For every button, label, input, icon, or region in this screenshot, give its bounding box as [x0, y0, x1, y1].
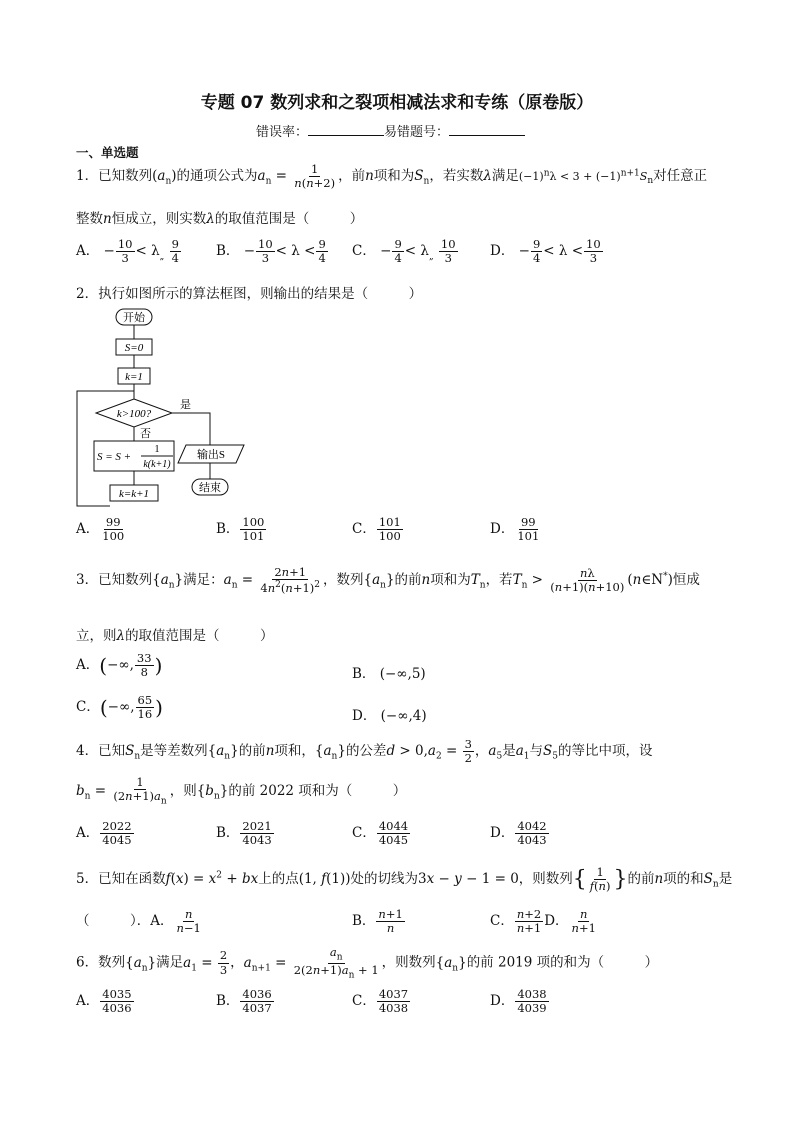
math: $f(x) = x^2$ + bx — [165, 870, 259, 888]
denominator: 100 — [378, 529, 401, 544]
math: n — [265, 743, 275, 760]
option-letter: C． — [352, 521, 376, 538]
question-3-line-2 — [76, 624, 274, 644]
math: $\{b_n\}$ — [196, 782, 229, 802]
q6-text: ， — [230, 954, 244, 971]
q1-text: 恒成立，则实数 — [111, 211, 207, 227]
error-rate-blank — [308, 123, 384, 136]
math: $T_n$ — [470, 572, 486, 591]
q5-text: 是 — [718, 871, 733, 888]
denominator: 16 — [137, 707, 153, 722]
denominator: 4038 — [378, 1001, 409, 1016]
math: $S_n$ — [125, 743, 141, 762]
option-letter: B． — [352, 913, 376, 930]
option-letter: D． — [490, 825, 515, 842]
q4-text: ， — [474, 743, 489, 760]
math: $(-1)^n\lambda < 3 + (-1)^{n+1}S_n$ — [518, 168, 654, 187]
q6-text: 6．数列 — [76, 954, 126, 971]
q4-text: ，则 — [169, 782, 197, 799]
flowchart-end-label: 结束 — [199, 482, 221, 494]
q2-option-c[interactable] — [352, 516, 404, 543]
q4-text: 与 — [529, 743, 543, 760]
q1-option-b[interactable]: B． − $\frac{10}{3}$ < λ < $\frac{9}{4}$ — [216, 237, 326, 266]
q4-text: 的等比中项，设 — [557, 743, 653, 760]
q3-option-a[interactable]: A．(−∞, $\frac{33}{8}$ ) — [76, 651, 163, 680]
math: $a_n$ = $\frac{2n+1}{4n^2(n+1)^2}$ — [223, 565, 320, 596]
math: 3x − y − 1 = 0 — [418, 871, 519, 888]
q5-text: 项的和 — [663, 871, 704, 888]
math: $(a_n)$ — [152, 168, 177, 187]
q5-option-a-value: $\frac{n}{n-1}$ — [176, 907, 201, 936]
option-letter: B． — [216, 993, 240, 1010]
numerator: 99 — [520, 515, 536, 529]
option-letter: B． — [216, 521, 240, 538]
q5-text: 5．已知在函数 — [76, 871, 166, 888]
q4-option-b[interactable] — [216, 820, 275, 847]
denominator: 101 — [242, 529, 265, 544]
q4-text: 是等差数列 — [140, 743, 208, 760]
denominator: 8 — [140, 665, 148, 680]
math: $S_5$ — [543, 743, 558, 762]
option-letter: B． — [216, 825, 240, 842]
q5-text: 的前 — [627, 871, 655, 888]
q5-option-b[interactable]: B． $\frac{n+1}{n}$ — [352, 907, 403, 936]
math: n — [365, 168, 374, 185]
numerator: 101 — [378, 515, 401, 529]
denominator: 101 — [517, 529, 540, 544]
meta-line — [256, 121, 525, 140]
option-letter: C． — [352, 825, 376, 842]
option-letter: A． — [76, 993, 100, 1010]
q3-text: 3．已知数列 — [76, 572, 153, 589]
q6-option-a[interactable] — [76, 988, 135, 1015]
math: $a_{n+1}$ = $\frac{a_n}{2(2n+1)a_n + 1}$ — [243, 945, 379, 980]
q4-text: 的前 — [238, 743, 266, 760]
q3-text: ，数列 — [323, 572, 364, 589]
denominator: 4037 — [242, 1001, 272, 1016]
algorithm-flowchart — [74, 305, 264, 510]
math: { $\frac{1}{f(n)}$ } — [572, 865, 628, 894]
math: $S_n$ — [703, 871, 719, 890]
math: $\{a_n\}$ — [435, 954, 467, 974]
q3-text: 的取值范围是（ ） — [125, 628, 274, 644]
q3-option-b[interactable] — [352, 662, 426, 682]
q1-text: 的取值范围是（ ） — [214, 211, 364, 227]
flowchart-yes-label: 是 — [180, 399, 191, 411]
q4-option-d[interactable] — [490, 820, 550, 847]
denominator: 4039 — [517, 1001, 547, 1016]
q4-option-c[interactable] — [352, 820, 411, 847]
q1-text: 1．已知数列 — [76, 168, 153, 185]
flowchart-decision-label: k>100? — [116, 408, 152, 420]
q1-text: ，若实数 — [429, 168, 484, 185]
math: $T_n$ > $\frac{n\lambda}{(n+1)(n+10)}$ (n∈N*) — [512, 565, 673, 595]
option-letter: D． — [490, 993, 515, 1010]
option-letter: C． — [352, 993, 376, 1010]
q3-text: 立，则 — [76, 628, 117, 644]
q3-text: 的前 — [394, 572, 422, 589]
q5-text: ，则数列 — [518, 871, 573, 888]
option-letter: C． — [76, 699, 100, 716]
easy-wrong-label: 易错题号： — [384, 125, 450, 140]
q2-option-a[interactable] — [76, 516, 127, 543]
q4-text: 项和， — [274, 743, 315, 760]
flowchart-init-s-label: S=0 — [124, 342, 144, 354]
math: $a_n$ = $\frac{1}{n(n+2)}$ — [257, 162, 336, 191]
numerator: 65 — [137, 693, 153, 707]
math: $a_5$ — [488, 743, 503, 762]
math: n — [103, 211, 112, 227]
q6-option-c[interactable] — [352, 988, 411, 1015]
page-title: 专题 07 数列求和之裂项相减法求和专练（原卷版） — [200, 93, 594, 113]
q6-text: 的前 2019 项的和为（ ） — [466, 954, 659, 971]
math: $a_1$ — [515, 743, 530, 762]
option-letter: A． — [76, 243, 100, 260]
flowchart-start-label: 开始 — [123, 312, 145, 324]
option-letter: D． — [490, 521, 515, 538]
numerator: 4038 — [517, 987, 547, 1001]
q1-text: 满足 — [491, 168, 519, 185]
option-letter: B． — [352, 666, 376, 682]
q5-option-a-label: （ ）．A． — [76, 913, 174, 930]
q5-option-c-d[interactable]: C． $\frac{n+2}{n+1}$ D． $\frac{n}{n+1}$ — [490, 907, 596, 936]
math: (1, f(1)) — [298, 871, 351, 888]
q5-text: 上的点 — [258, 871, 299, 888]
q1-text: 项和为 — [373, 168, 415, 185]
q4-text: 是 — [502, 743, 516, 760]
q6-option-d[interactable] — [490, 988, 550, 1015]
math: $b_n$ = $\frac{1}{(2n+1)a_n}$ — [76, 775, 167, 807]
question-6-line-1 — [76, 946, 658, 980]
q4-text: 4．已知 — [76, 743, 126, 760]
math: $\{a_n\}$ — [125, 954, 157, 974]
question-3-line-1 — [76, 566, 700, 595]
question-1-line-2 — [76, 207, 363, 227]
q1-text: ，前 — [338, 168, 366, 185]
numerator: 33 — [136, 651, 152, 665]
numerator: 2022 — [102, 819, 132, 833]
option-letter: B． — [216, 243, 240, 260]
q3-text: 满足： — [183, 572, 224, 589]
math: n — [654, 871, 664, 888]
q2-option-d[interactable] — [490, 516, 542, 543]
question-4-line-1 — [76, 738, 652, 765]
math: $\{a_n\}$ — [363, 572, 395, 591]
numerator: 4036 — [242, 987, 272, 1001]
q1-option-a[interactable]: A． − $\frac{10}{3}$ < $\lambda_„$ $\frac{9}{4}$ — [76, 237, 179, 266]
math: $\{a_n\}$ — [314, 743, 346, 762]
q6-text: 满足 — [156, 954, 184, 971]
question-5-line-2[interactable] — [76, 908, 204, 935]
option-letter: C． — [352, 243, 376, 260]
denominator: 4045 — [378, 833, 409, 848]
denominator: 4045 — [102, 833, 132, 848]
option-value: (−∞,4) — [380, 708, 427, 724]
option-letter: C． — [490, 913, 514, 930]
flowchart-init-k-label: k=1 — [125, 371, 143, 383]
option-letter: A． — [76, 657, 100, 674]
q1-text: 的通项公式为 — [176, 168, 258, 185]
denominator: 4036 — [102, 1001, 132, 1016]
math: $a_1$ = $\frac{2}{3}$ — [183, 948, 228, 977]
math: $\{a_n\}$ — [207, 743, 239, 762]
q1-text: 整数 — [76, 211, 103, 227]
q3-option-d[interactable] — [352, 704, 427, 724]
flowchart-increment-label: k=k+1 — [118, 488, 150, 500]
numerator: 99 — [105, 515, 121, 529]
question-4-line-2 — [76, 776, 406, 807]
q3-text: 恒成 — [672, 572, 700, 589]
q1-option-c[interactable]: C． − $\frac{9}{4}$ < $\lambda_„$ $\frac{10}{3}$ — [352, 237, 456, 266]
q5-text: 处的切线为 — [350, 871, 419, 888]
flowchart-output-label: 输出S — [196, 449, 226, 461]
math: $S_n$ — [414, 168, 430, 187]
question-1-line-1 — [76, 163, 707, 190]
flowchart-no-label: 否 — [140, 428, 151, 440]
option-letter: D． — [352, 708, 377, 724]
denominator: 100 — [102, 529, 125, 544]
q3-option-c[interactable]: C．(−∞, $\frac{65}{16}$ ) — [76, 693, 163, 722]
q6-option-b[interactable] — [216, 988, 275, 1015]
easy-wrong-blank — [449, 123, 525, 136]
math: λ — [483, 168, 492, 185]
denominator: 4043 — [517, 833, 547, 848]
option-letter: A． — [76, 521, 100, 538]
numerator: 4035 — [102, 987, 132, 1001]
section-heading: 一、单选题 — [76, 145, 139, 160]
q1-text: 对任意正 — [653, 168, 708, 185]
option-letter: A． — [76, 825, 100, 842]
q4-option-a[interactable] — [76, 820, 135, 847]
math: n — [421, 572, 431, 589]
math: $\{a_n\}$ — [152, 572, 184, 591]
flowchart-update-den: k(k+1) — [143, 459, 171, 470]
q6-text: ，则数列 — [381, 954, 436, 971]
question-5-line-1 — [76, 866, 732, 893]
numerator: 4044 — [378, 819, 409, 833]
question-2-stem: 2．执行如图所示的算法框图，则输出的结果是（ ） — [76, 286, 423, 302]
error-rate-label: 错误率： — [256, 125, 309, 140]
flowchart-update-label: S = S + — [97, 451, 132, 463]
math: λ — [206, 211, 215, 227]
flowchart-update-num: 1 — [154, 444, 160, 455]
q3-text: 项和为 — [430, 572, 471, 589]
numerator: 4042 — [517, 819, 547, 833]
option-value: (−∞,5) — [379, 666, 426, 682]
q3-text: ，若 — [485, 572, 513, 589]
numerator: 4037 — [378, 987, 409, 1001]
q2-option-b[interactable] — [216, 516, 267, 543]
option-letter: D． — [490, 243, 515, 260]
numerator: 100 — [242, 515, 265, 529]
q4-text: 的公差 — [345, 743, 387, 760]
denominator: 4043 — [242, 833, 272, 848]
numerator: 2021 — [242, 819, 272, 833]
q4-text: 的前 2022 项和为（ ） — [228, 782, 407, 799]
option-letter: D． — [544, 913, 569, 930]
q1-option-d[interactable]: D． − $\frac{9}{4}$ < λ < $\frac{10}{3}$ — [490, 237, 601, 266]
math: $d > 0,a_2$ = $\frac{3}{2}$ — [386, 737, 472, 766]
math: λ — [116, 628, 126, 644]
